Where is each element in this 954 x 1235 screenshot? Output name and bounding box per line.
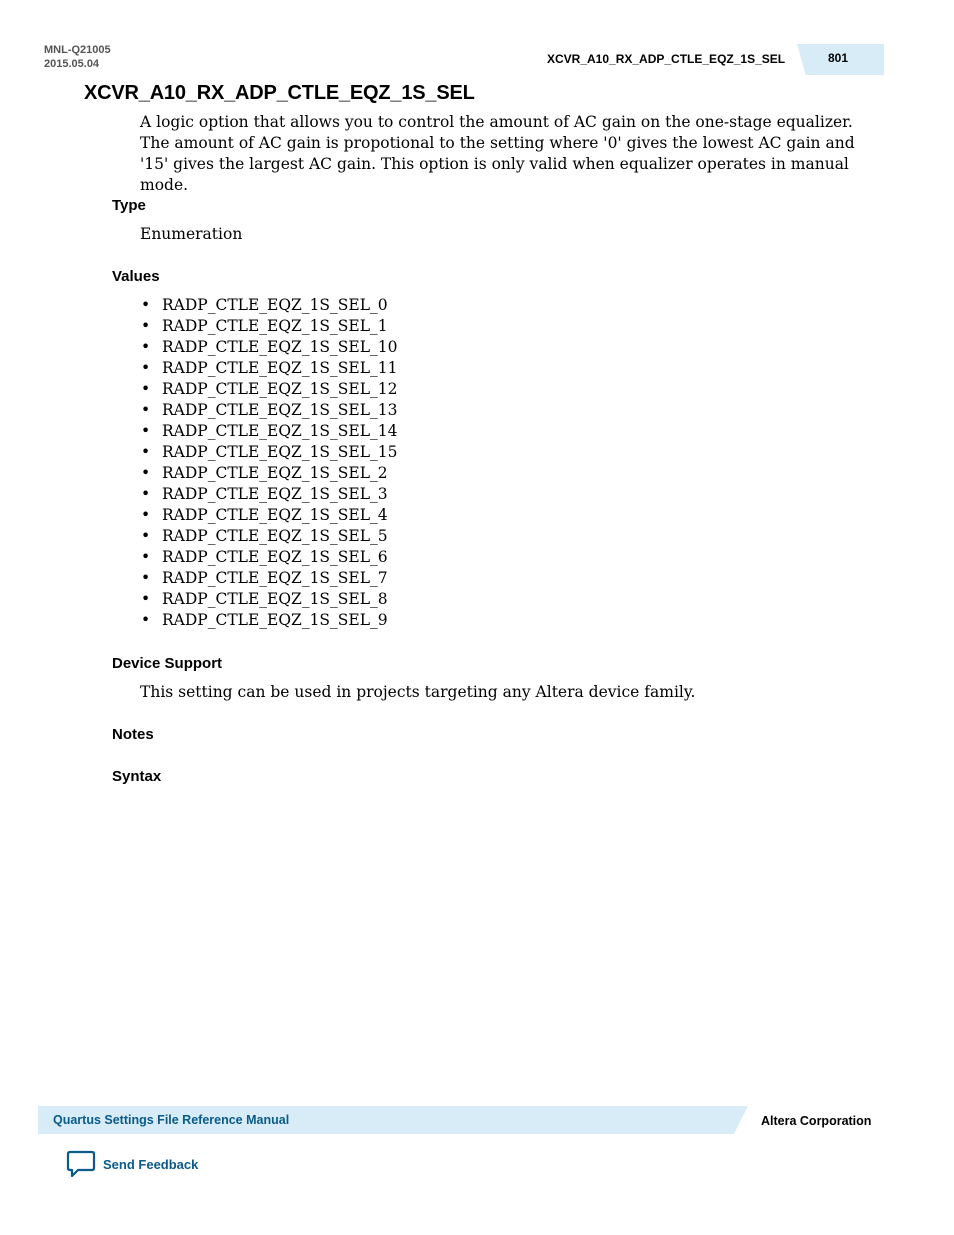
document-id-block [44,43,111,71]
speech-bubble-icon [66,1150,96,1178]
values-heading: Values [112,268,160,285]
list-item: • RADP_CTLE_EQZ_1S_SEL_6 [140,547,398,568]
description: A logic option that allows you to control the amount of AC gain on the one-stage equalizer. The amount of AC gain is propotional to the setting where '0' gives the lowest AC gain and '15' gives the largest AC gain. This option is only valid when equalizer operates in manual mode. [140,113,855,194]
list-item: • RADP_CTLE_EQZ_1S_SEL_13 [140,400,398,421]
device-support-text: This setting can be used in projects targeting any Altera device family. [140,683,696,701]
send-feedback-link[interactable] [66,1150,198,1178]
page-title: XCVR_A10_RX_ADP_CTLE_EQZ_1S_SEL [84,82,475,104]
list-item: • RADP_CTLE_EQZ_1S_SEL_14 [140,421,398,442]
page-number: 801 [828,51,849,65]
send-feedback-label[interactable]: Send Feedback [103,1156,199,1172]
list-item: • RADP_CTLE_EQZ_1S_SEL_12 [140,379,398,400]
running-header-title: XCVR_A10_RX_ADP_CTLE_EQZ_1S_SEL [547,52,786,66]
list-item: • RADP_CTLE_EQZ_1S_SEL_1 [140,316,398,337]
device-support-heading: Device Support [112,655,223,672]
list-item: • RADP_CTLE_EQZ_1S_SEL_11 [140,358,398,379]
syntax-heading: Syntax [112,768,162,785]
list-item: • RADP_CTLE_EQZ_1S_SEL_3 [140,484,398,505]
footer-manual-title[interactable]: Quartus Settings File Reference Manual [53,1113,290,1127]
list-item: • RADP_CTLE_EQZ_1S_SEL_8 [140,589,398,610]
document-id: MNL-Q21005 [44,44,111,56]
type-value: Enumeration [140,225,243,243]
list-item: • RADP_CTLE_EQZ_1S_SEL_7 [140,568,398,589]
type-heading: Type [112,197,146,214]
notes-heading: Notes [112,726,154,743]
list-item: • RADP_CTLE_EQZ_1S_SEL_2 [140,463,398,484]
list-item: • RADP_CTLE_EQZ_1S_SEL_10 [140,337,398,358]
list-item: • RADP_CTLE_EQZ_1S_SEL_5 [140,526,398,547]
document-date: 2015.05.04 [44,58,100,70]
list-item: • RADP_CTLE_EQZ_1S_SEL_9 [140,610,398,631]
list-item: • RADP_CTLE_EQZ_1S_SEL_15 [140,442,398,463]
list-item: • RADP_CTLE_EQZ_1S_SEL_0 [140,295,398,316]
footer-company: Altera Corporation [761,1114,872,1128]
values-list [140,295,398,631]
list-item: • RADP_CTLE_EQZ_1S_SEL_4 [140,505,398,526]
